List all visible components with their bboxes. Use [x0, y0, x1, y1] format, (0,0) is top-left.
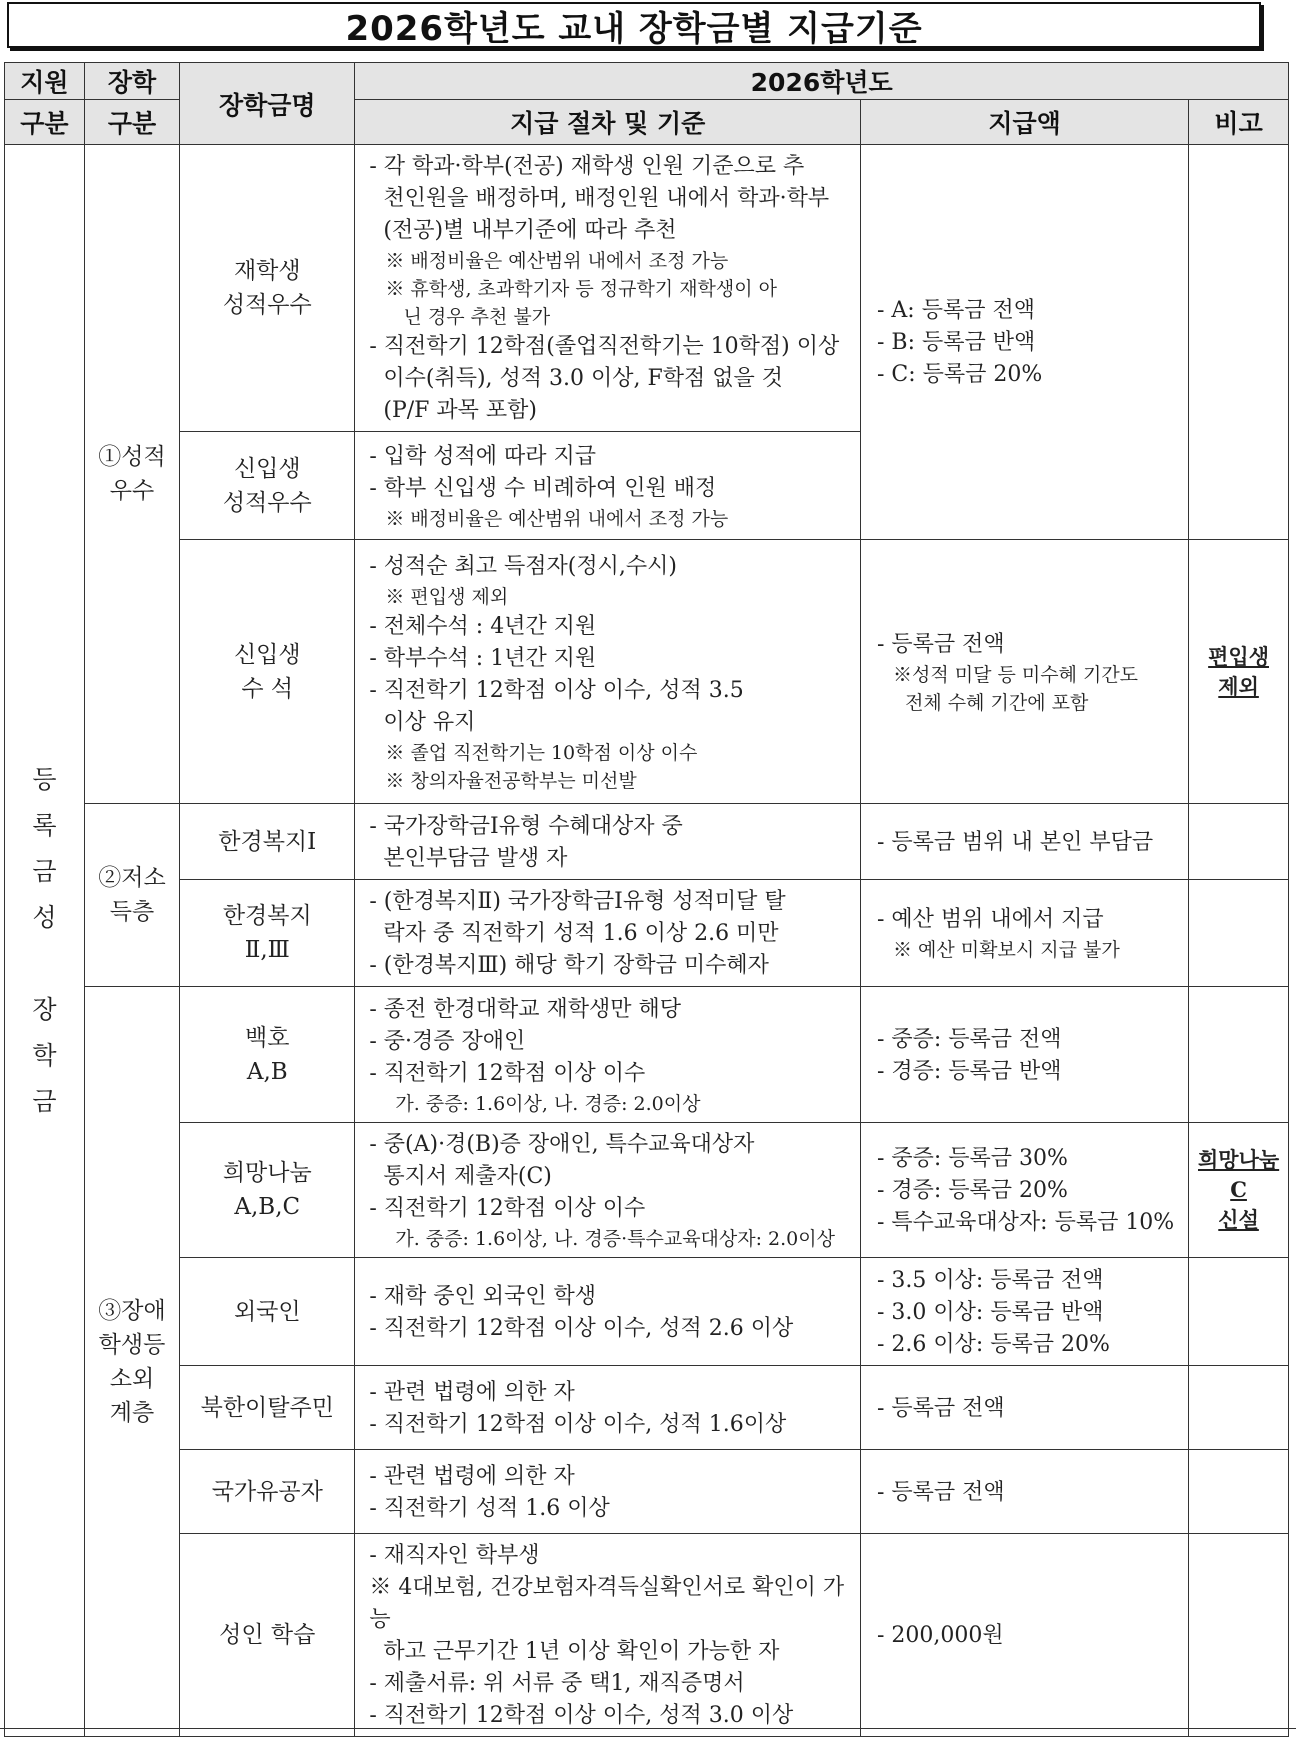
amount-cell [860, 1534, 1188, 1737]
scholarship-name: 성인 학습 [180, 1534, 355, 1737]
table-row [5, 880, 1289, 987]
text-line: - 경증: 등록금 반액 [876, 1058, 1062, 1084]
support-type-char [5, 941, 84, 987]
text-line: 이수(취득), 성적 3.0 이상, F학점 없을 것 [369, 366, 783, 391]
table-row [5, 540, 1289, 804]
note-line: ※성적 미달 등 미수혜 기간도 [892, 663, 1139, 686]
text-line: - 각 학과·학부(전공) 재학생 인원 기준으로 추 [369, 154, 805, 179]
text-line: - (한경복지Ⅱ) 국가장학금Ⅰ유형 성적미달 탈 [369, 889, 786, 914]
scholarship-name: 신입생 성적우수 [180, 432, 355, 540]
text-line: - (한경복지Ⅲ) 해당 학기 장학금 미수혜자 [369, 953, 769, 978]
note-line: 닌 경우 추천 불가 [385, 306, 551, 328]
text-line: - 관련 법령에 의한 자 [369, 1379, 575, 1405]
text-line: - A: 등록금 전액 [876, 298, 1035, 323]
text-line: - 등록금 범위 내 본인 부담금 [876, 829, 1154, 855]
criteria-cell [355, 145, 861, 432]
criteria-cell [355, 804, 861, 880]
text-line: - 등록금 전액 [876, 1479, 1005, 1505]
header-category-2: 구분 [84, 100, 179, 145]
criteria-cell [355, 1366, 861, 1450]
amount-cell [860, 987, 1188, 1123]
text-line: ※ 4대보험, 건강보험자격득실확인서로 확인이 가능 [369, 1575, 845, 1632]
support-type-char: 성 [32, 902, 57, 932]
remark-cell [1189, 145, 1289, 540]
text-line: - 3.5 이상: 등록금 전액 [876, 1267, 1104, 1293]
remark-cell [1189, 1534, 1289, 1737]
text-line: - 특수교육대상자: 등록금 10% [876, 1210, 1175, 1235]
text-line: 천인원을 배정하며, 배정인원 내에서 학과·학부 [369, 186, 830, 211]
header-category: 장학 [84, 63, 179, 100]
bottom-rule [0, 1728, 1296, 1729]
text-line: 가. 중증: 1.6이상, 나. 경증: 2.0이상 [395, 1092, 701, 1115]
text-line: 이상 유지 [369, 709, 476, 735]
header-support-type-2: 구분 [5, 100, 85, 145]
text-line: - C: 등록금 20% [876, 362, 1043, 387]
header-remark: 비고 [1189, 100, 1289, 145]
text-line: - 국가장학금Ⅰ유형 수혜대상자 중 [369, 813, 683, 839]
criteria-cell [355, 1258, 861, 1366]
category-disadvantaged: ③장애 학생등 소외 계층 [84, 987, 179, 1737]
text-line: - 경증: 등록금 20% [876, 1178, 1068, 1203]
table-row [5, 1450, 1289, 1534]
table-row [5, 1366, 1289, 1450]
scholarship-name: 국가유공자 [180, 1450, 355, 1534]
note-line: 전체 수혜 기간에 포함 [892, 691, 1089, 714]
scholarship-name: 신입생 수 석 [180, 540, 355, 804]
amount-cell [860, 145, 1188, 540]
criteria-cell [355, 432, 861, 540]
note-line: ※ 휴학생, 초과학기자 등 정규학기 재학생이 아 [385, 278, 778, 300]
text-line: - 직전학기 12학점 이상 이수, 성적 3.5 [369, 677, 744, 703]
text-line: - 등록금 전액 [876, 631, 1005, 657]
text-line: - 성적순 최고 득점자(정시,수시) [369, 553, 677, 579]
amount-cell [860, 880, 1188, 987]
criteria-cell [355, 1534, 861, 1737]
text-line: - 직전학기 12학점 이상 이수, 성적 2.6 이상 [369, 1315, 794, 1341]
category-merit: ①성적 우수 [84, 145, 179, 804]
note-line: ※ 창의자율전공학부는 미선발 [385, 769, 637, 792]
scholarship-name: 재학생 성적우수 [180, 145, 355, 432]
table-row [5, 1258, 1289, 1366]
text-line: - 중증: 등록금 전액 [876, 1026, 1062, 1052]
amount-cell [860, 1450, 1188, 1534]
text-line: - 중·경증 장애인 [369, 1028, 526, 1054]
text-line: 가. 중증: 1.6이상, 나. 경증·특수교육대상자: 2.0이상 [395, 1228, 835, 1250]
header-scholarship-name: 장학금명 [180, 63, 355, 145]
note-line: ※ 예산 미확보시 지급 불가 [892, 939, 1120, 961]
text-line: - 재학 중인 외국인 학생 [369, 1283, 597, 1309]
text-line: - 3.0 이상: 등록금 반액 [876, 1299, 1104, 1325]
table-row [5, 1123, 1289, 1258]
text-line: - 직전학기 12학점 이상 이수 [369, 1196, 646, 1221]
text-line: 본인부담금 발생 자 [369, 845, 568, 871]
table-row [5, 804, 1289, 880]
amount-cell [860, 1366, 1188, 1450]
remark-cell [1189, 804, 1289, 880]
remark-cell [1189, 987, 1289, 1123]
text-line: 하고 근무기간 1년 이상 확인이 가능한 자 [369, 1639, 780, 1664]
scholarship-name: 백호 A,B [180, 987, 355, 1123]
criteria-cell [355, 987, 861, 1123]
text-line: - 학부수석 : 1년간 지원 [369, 645, 597, 671]
criteria-cell [355, 880, 861, 987]
text-line: 락자 중 직전학기 성적 1.6 이상 2.6 미만 [369, 921, 779, 946]
amount-cell [860, 1258, 1188, 1366]
text-line: - 직전학기 12학점 이상 이수, 성적 1.6이상 [369, 1411, 787, 1437]
text-line: - B: 등록금 반액 [876, 330, 1036, 355]
support-type-char: 록 [32, 810, 57, 840]
text-line: - 전체수석 : 4년간 지원 [369, 613, 597, 639]
document-title: 2026학년도 교내 장학금별 지급기준 [345, 8, 923, 49]
support-type-char: 금 [32, 856, 57, 886]
scholarship-name: 희망나눔 A,B,C [180, 1123, 355, 1258]
text-line: (전공)별 내부기준에 따라 추천 [369, 218, 677, 243]
support-type-cell [5, 145, 85, 1737]
header-year: 2026학년도 [355, 63, 1289, 100]
document-title-box [7, 2, 1261, 48]
criteria-cell [355, 1450, 861, 1534]
table-row [5, 987, 1289, 1123]
text-line: - 학부 신입생 수 비례하여 인원 배정 [369, 475, 717, 501]
support-type-char: 학 [32, 1040, 57, 1070]
text-line: - 중증: 등록금 30% [876, 1146, 1068, 1171]
text-line: - 직전학기 12학점 이상 이수, 성적 3.0 이상 [369, 1703, 794, 1728]
text-line: - 재직자인 학부생 [369, 1543, 540, 1568]
remark-cell: 편입생 제외 [1189, 540, 1289, 804]
support-type-char: 금 [32, 1086, 57, 1116]
support-type-char: 등 [32, 764, 57, 794]
scholarship-name: 외국인 [180, 1258, 355, 1366]
scholarship-criteria-table [4, 62, 1289, 1737]
text-line: - 입학 성적에 따라 지급 [369, 443, 597, 469]
amount-cell [860, 1123, 1188, 1258]
text-line: - 종전 한경대학교 재학생만 해당 [369, 996, 682, 1022]
text-line: - 중(A)·경(B)증 장애인, 특수교육대상자 [369, 1132, 755, 1157]
remark-cell [1189, 1258, 1289, 1366]
text-line: - 2.6 이상: 등록금 20% [876, 1331, 1110, 1357]
text-line: - 200,000원 [876, 1623, 1004, 1648]
note-line: ※ 배정비율은 예산범위 내에서 조정 가능 [385, 250, 729, 272]
criteria-cell [355, 540, 861, 804]
text-line: - 제출서류: 위 서류 중 택1, 재직증명서 [369, 1671, 745, 1696]
table-row [5, 1534, 1289, 1737]
note-line: ※ 졸업 직전학기는 10학점 이상 이수 [385, 741, 698, 764]
text-line: - 직전학기 12학점 이상 이수 [369, 1060, 646, 1086]
amount-cell [860, 540, 1188, 804]
text-line: (P/F 과목 포함) [369, 398, 537, 423]
header-amount: 지급액 [860, 100, 1188, 145]
remark-cell [1189, 1366, 1289, 1450]
note-line: ※ 편입생 제외 [385, 585, 509, 608]
table-row [5, 145, 1289, 432]
support-type-char: 장 [32, 994, 57, 1024]
remark-cell [1189, 1450, 1289, 1534]
remark-cell [1189, 880, 1289, 987]
remark-cell: 희망나눔 C 신설 [1189, 1123, 1289, 1258]
scholarship-name: 한경복지Ⅰ [180, 804, 355, 880]
criteria-cell [355, 1123, 861, 1258]
text-line: - 예산 범위 내에서 지급 [876, 907, 1104, 932]
amount-cell [860, 804, 1188, 880]
note-line: ※ 배정비율은 예산범위 내에서 조정 가능 [385, 507, 729, 530]
text-line: 통지서 제출자(C) [369, 1164, 552, 1189]
category-low-income: ②저소 득층 [84, 804, 179, 987]
text-line: - 등록금 전액 [876, 1395, 1005, 1421]
text-line: - 직전학기 12학점(졸업직전학기는 10학점) 이상 [369, 334, 840, 359]
text-line: - 직전학기 성적 1.6 이상 [369, 1495, 610, 1521]
header-support-type: 지원 [5, 63, 85, 100]
header-criteria: 지급 절차 및 기준 [355, 100, 861, 145]
scholarship-name: 한경복지 Ⅱ,Ⅲ [180, 880, 355, 987]
scholarship-name: 북한이탈주민 [180, 1366, 355, 1450]
text-line: - 관련 법령에 의한 자 [369, 1463, 575, 1489]
